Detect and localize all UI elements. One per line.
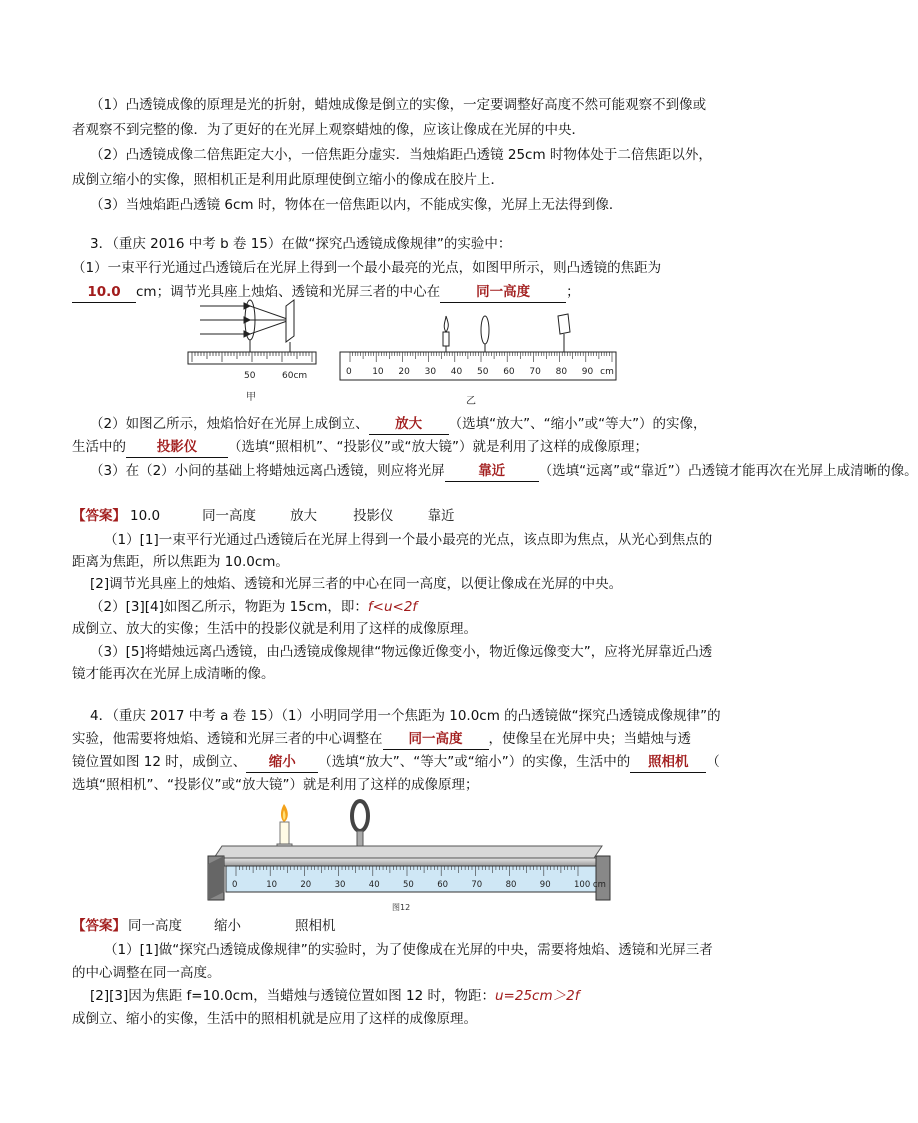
answer-value: 同一高度 [128,918,182,934]
figure-caption: 乙 [466,396,476,407]
question-3-title: 3．（重庆 2016 中考 b 卷 15）在做“探究凸透镜成像规律”的实验中： [90,236,512,252]
question-line [90,597,417,617]
text: ； [566,284,580,300]
answer-value: 缩小 [214,918,241,934]
text: 实验，他需要将烛焰、透镜和光屏三者的中心调整在 [72,731,383,747]
tick-label: 30 [334,880,346,890]
tick-label: 50 [403,880,414,890]
tick-label: 0 [346,367,352,377]
text: （选填“照相机”、“投影仪”或“放大镜”）就是利用了这样的成像原理； [228,439,648,455]
answer-blank: 10.0 [72,282,136,303]
figure-jia [186,296,318,408]
answer-value: 靠近 [427,508,455,524]
answer-value: 投影仪 [353,508,394,524]
text: （2）[3][4]如图乙所示，物距为 15cm，即： [90,599,368,615]
text-line: 镜才能再次在光屏上成清晰的像。 [72,666,275,682]
tick-label: 80 [555,367,568,377]
question-line [90,414,707,435]
answer-value: 同一高度 [202,508,257,524]
question-line [72,729,691,750]
text-line: 选填“照相机”、“投影仪”或“放大镜”）就是利用了这样的成像原理； [72,777,479,793]
tick-label: 80 [505,880,517,890]
text: （ [706,754,720,770]
figure-caption: 图12 [392,903,411,912]
text: （选填“放大”、“等大”或“缩小”）的实像，生活中的 [318,754,631,770]
question-4-title: 4．（重庆 2017 中考 a 卷 15）（1）小明同学用一个焦距为 10.0cm 的凸透镜做“探究凸透镜成像规律”的 [90,708,721,724]
text: （3）在（2）小问的基础上将蜡烛远离凸透镜，则应将光屏 [90,463,445,479]
text: [2][3]因为焦距 f=10.0cm，当蜡烛与透镜位置如图 12 时，物距： [90,988,495,1004]
text-line: （1）[1]做“探究凸透镜成像规律”的实验时，为了使像成在光屏的中央，需要将烛焰、透镜和光屏三者 [104,942,713,958]
answer-blank: 照相机 [630,752,706,773]
tick-label: 70 [471,880,483,890]
answer-line [72,916,336,936]
question-line [72,282,580,303]
formula: f<u<2f [367,599,418,615]
text-line: （1）[1]一束平行光通过凸透镜后在光屏上得到一个最小最亮的光点，该点即为焦点，从光心到焦点的 [104,532,713,548]
question-line [90,461,918,482]
tick-label: 90 [581,367,594,377]
tick-label: cm [600,367,614,377]
answer-blank: 放大 [369,414,449,435]
text-line: 的中心调整在同一高度。 [72,965,221,981]
question-line [72,437,648,458]
answer-label: 【答案】 [72,918,126,934]
text: （2）如图乙所示，烛焰恰好在光屏上成倒立、 [90,416,369,432]
text-line: 成倒立、缩小的实像，生活中的照相机就是应用了这样的成像原理。 [72,1011,477,1027]
tick-label: 0 [232,880,238,890]
answer-label: 【答案】 [72,508,126,524]
text: （选填“远离”或“靠近”）凸透镜才能再次在光屏上成清晰的像。 [538,463,918,479]
tick-label: 10 [266,880,278,890]
answer-value: 放大 [290,508,318,524]
question-line [72,752,720,773]
text: （选填“放大”、“缩小”或“等大”）的实像， [448,416,707,432]
figure-12 [204,798,612,914]
answer-line [72,506,455,526]
tick-label: 100 cm [574,880,606,890]
tick-label: 40 [450,367,463,377]
text-line: （1）一束平行光通过凸透镜后在光屏上得到一个最小最亮的光点，如图甲所示，则凸透镜的焦距为 [72,260,662,276]
text: ，使像呈在光屏中央；当蜡烛与透 [488,731,691,747]
text-line: 距离为焦距，所以焦距为 10.0cm。 [72,554,289,570]
text-line: 者观察不到完整的像．为了更好的在光屏上观察蜡烛的像，应该让像成在光屏的中央． [72,122,585,138]
answer-blank: 投影仪 [126,437,228,458]
text: cm；调节光具座上烛焰、透镜和光屏三者的中心在 [136,284,441,300]
tick-label: 90 [539,880,551,890]
tick-label: 20 [300,880,312,890]
tick-label: 60cm [282,371,308,381]
tick-label: 50 [244,371,256,381]
tick-label: 10 [372,367,384,377]
tick-label: 70 [529,367,541,377]
answer-blank: 同一高度 [440,282,566,303]
text-line: [2]调节光具座上的烛焰、透镜和光屏三者的中心在同一高度，以便让像成在光屏的中央。 [90,576,623,592]
answer-value: 10.0 [130,508,161,524]
tick-label: 40 [368,880,380,890]
text-line: 成倒立、放大的实像；生活中的投影仪就是利用了这样的成像原理。 [72,621,477,637]
tick-label: 60 [437,880,449,890]
text-line: （2）凸透镜成像二倍焦距定大小，一倍焦距分虚实．当烛焰距凸透镜 25cm 时物体处于二倍焦距以外， [90,147,712,163]
text-line: 成倒立缩小的实像，照相机正是利用此原理使倒立缩小的像成在胶片上． [72,172,504,188]
text-line: （1）凸透镜成像的原理是光的折射，蜡烛成像是倒立的实像，一定要调整好高度不然可能观察不到像或 [90,97,707,113]
tick-label: 60 [503,367,515,377]
answer-blank: 同一高度 [383,729,489,750]
question-line [90,986,579,1006]
text-line: （3）[5]将蜡烛远离凸透镜，由凸透镜成像规律“物远像近像变小，物近像远像变大”，应将光屏靠近凸透 [90,644,713,660]
text: 镜位置如图 12 时，成倒立、 [72,754,247,770]
formula: u=25cm＞2f [495,988,580,1004]
answer-value: 照相机 [295,918,336,934]
tick-label: 50 [477,367,489,377]
answer-blank: 缩小 [246,752,318,773]
tick-label: 20 [398,367,410,377]
answer-blank: 靠近 [445,461,539,482]
tick-label: 30 [424,367,437,377]
figure-yi [338,310,628,410]
text: 生活中的 [72,439,126,455]
figure-caption: 甲 [246,392,256,403]
text-line: （3）当烛焰距凸透镜 6cm 时，物体在一倍焦距以内，不能成实像，光屏上无法得到像． [90,197,623,213]
